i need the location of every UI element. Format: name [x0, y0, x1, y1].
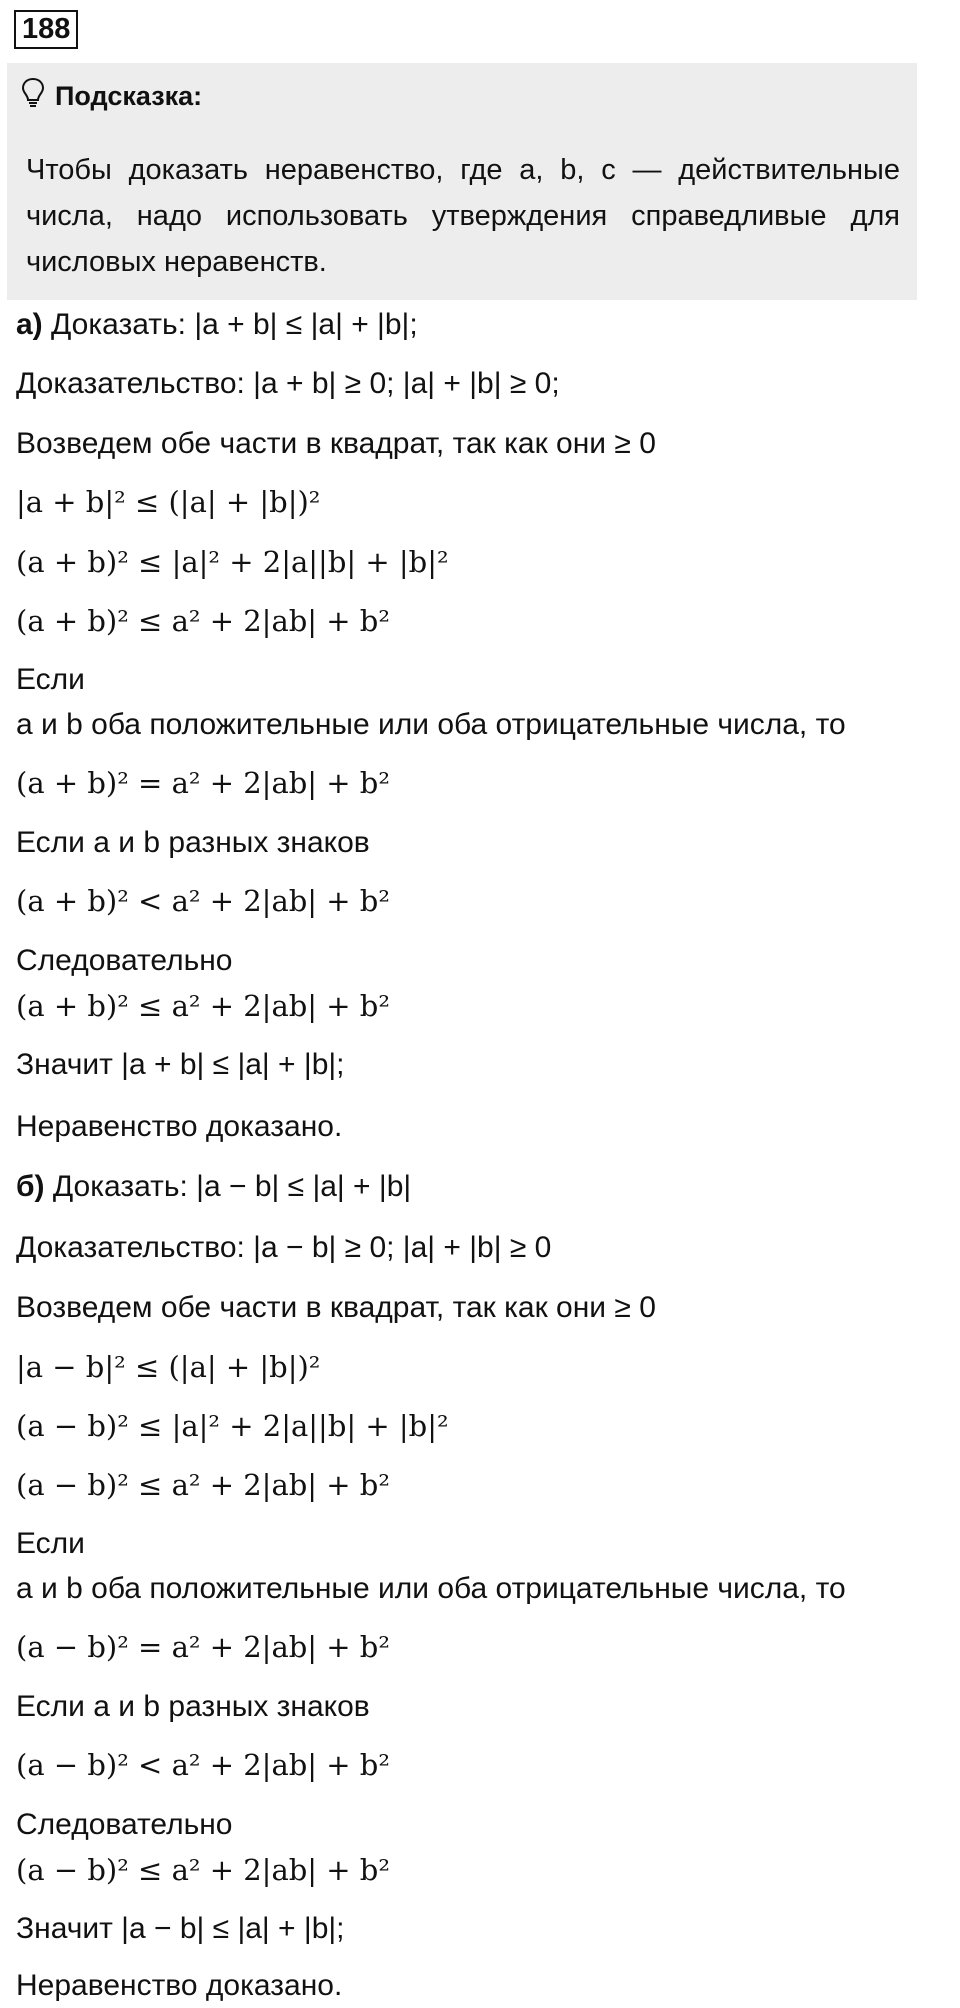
- part-b-formula: (a − b)² < a² + 2|ab| + b²: [16, 1748, 390, 1782]
- part-a-line: Если a и b разных знаков: [16, 826, 370, 859]
- part-b-line: Если a и b разных знаков: [16, 1690, 370, 1723]
- part-a-line: Доказательство: |a + b| ≥ 0; |a| + |b| ≥ 0;: [16, 367, 560, 400]
- part-b-line: Возведем обе части в квадрат, так как они ≥ 0: [16, 1291, 656, 1324]
- part-a-line: Неравенство доказано.: [16, 1110, 343, 1143]
- part-a-formula: |a + b|² ≤ (|a| + |b|)²: [16, 485, 321, 519]
- hint-box: [7, 63, 917, 300]
- part-a-line: Следовательно: [16, 944, 233, 977]
- part-b-formula: (a − b)² ≤ a² + 2|ab| + b²: [16, 1853, 390, 1887]
- hint-header: [21, 77, 202, 116]
- part-b-line: Доказать: |a − b| ≤ |a| + |b|: [52, 1170, 412, 1203]
- hint-text: Чтобы доказать неравенство, где a, b, c — действительные числа, надо использовать утверждения справедливые для числовых неравенств.: [26, 154, 900, 278]
- part-b-line: Следовательно: [16, 1808, 233, 1841]
- problem-number: 188: [14, 10, 78, 49]
- part-b-formula: |a − b|² ≤ (|a| + |b|)²: [16, 1350, 321, 1384]
- part-b-label: б): [16, 1170, 45, 1203]
- part-a-line: Доказать: |a + b| ≤ |a| + |b|;: [51, 308, 418, 341]
- part-a-formula: (a + b)² = a² + 2|ab| + b²: [16, 766, 390, 800]
- part-b-line: Если: [16, 1527, 85, 1560]
- part-a-formula: (a + b)² ≤ a² + 2|ab| + b²: [16, 604, 390, 638]
- part-a-line: Возведем обе части в квадрат, так как они ≥ 0: [16, 427, 656, 460]
- hint-title: Подсказка:: [55, 81, 203, 111]
- part-a-line: Если: [16, 663, 85, 696]
- part-a-formula: (a + b)² < a² + 2|ab| + b²: [16, 884, 390, 918]
- part-a-label: а): [16, 308, 43, 341]
- lightbulb-icon: [21, 77, 45, 116]
- part-a-line: a и b оба положительные или оба отрицательные числа, то: [16, 708, 846, 741]
- part-b-line: Значит |a − b| ≤ |a| + |b|;: [16, 1912, 345, 1945]
- part-a-statement: [16, 305, 418, 345]
- part-a-line: Значит |a + b| ≤ |a| + |b|;: [16, 1048, 345, 1081]
- part-b-statement: [16, 1167, 411, 1207]
- part-b-line: Неравенство доказано.: [16, 1969, 343, 2002]
- part-b-formula: (a − b)² ≤ |a|² + 2|a||b| + |b|²: [16, 1409, 449, 1443]
- part-b-line: Доказательство: |a − b| ≥ 0; |a| + |b| ≥ 0: [16, 1231, 552, 1264]
- part-a-formula: (a + b)² ≤ |a|² + 2|a||b| + |b|²: [16, 545, 449, 579]
- part-b-line: a и b оба положительные или оба отрицательные числа, то: [16, 1572, 846, 1605]
- part-b-formula: (a − b)² = a² + 2|ab| + b²: [16, 1630, 390, 1664]
- part-a-formula: (a + b)² ≤ a² + 2|ab| + b²: [16, 989, 390, 1023]
- part-b-formula: (a − b)² ≤ a² + 2|ab| + b²: [16, 1468, 390, 1502]
